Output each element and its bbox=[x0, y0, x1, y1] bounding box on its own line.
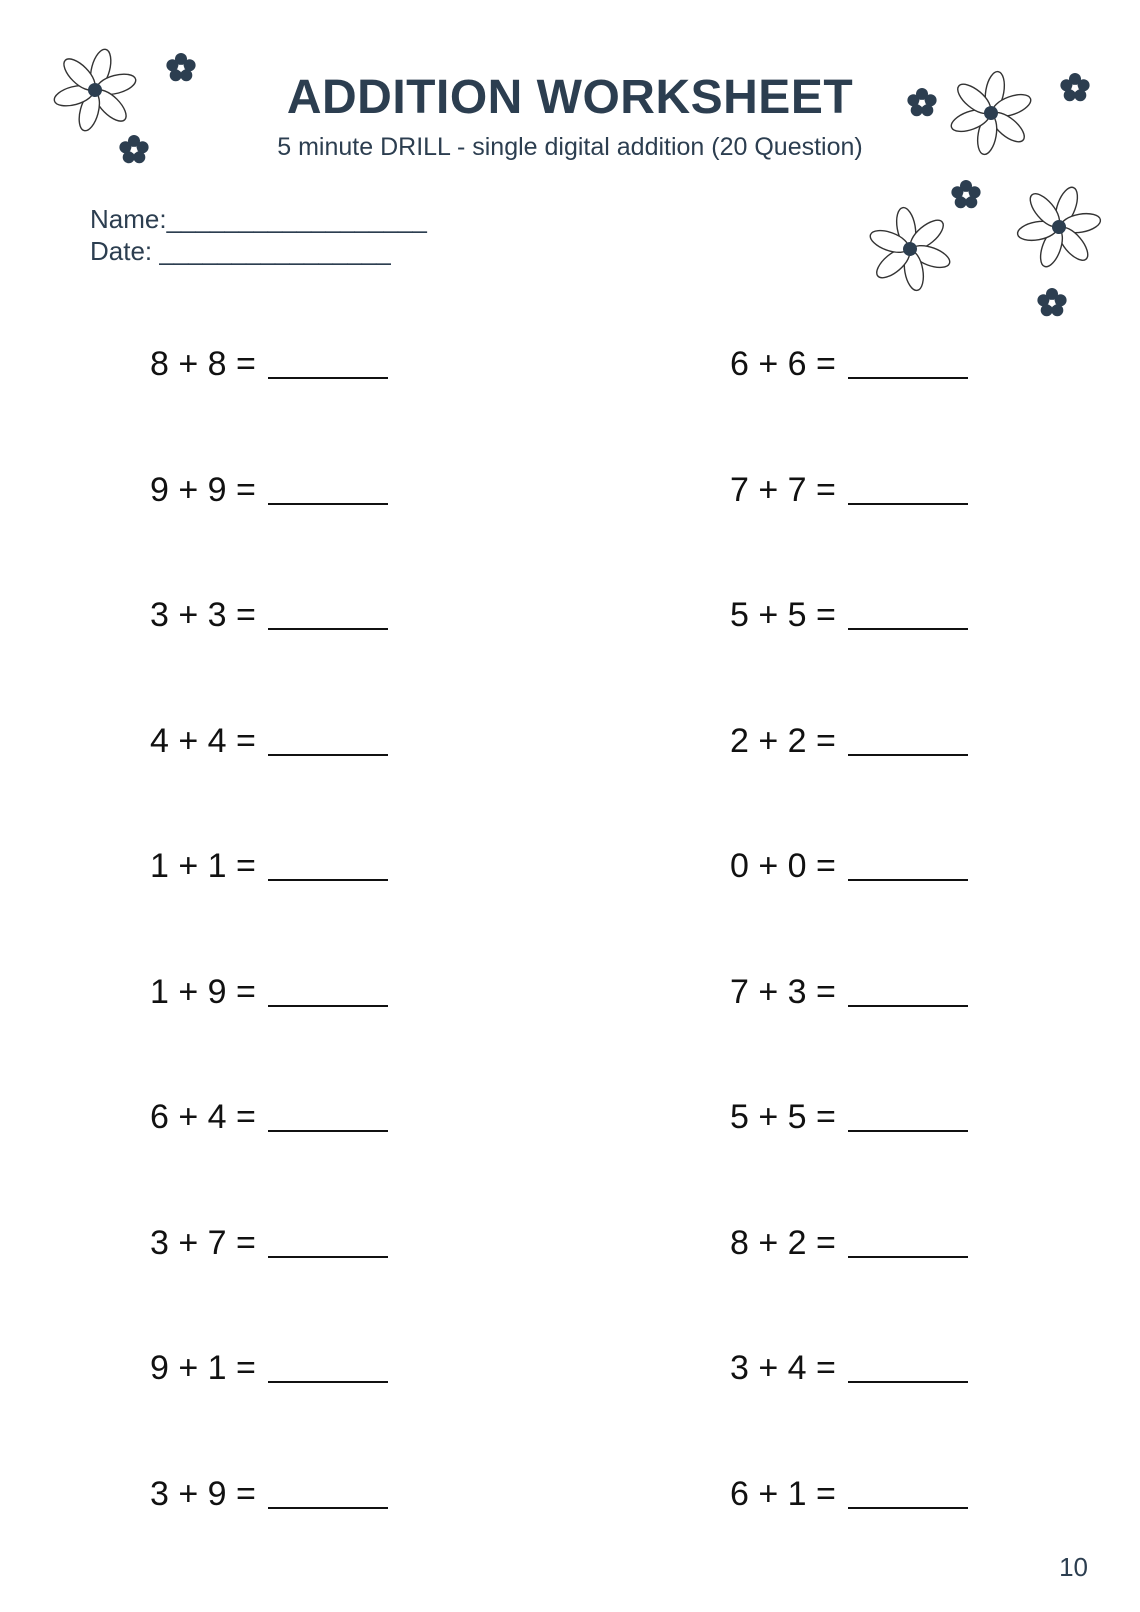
problem-item bbox=[150, 971, 388, 1011]
problem-item bbox=[730, 971, 968, 1011]
problem-equation: 3 + 3 = bbox=[150, 596, 256, 634]
answer-blank[interactable] bbox=[268, 1096, 388, 1132]
problem-item bbox=[730, 469, 968, 509]
problem-item bbox=[150, 1473, 388, 1513]
answer-blank[interactable] bbox=[268, 1222, 388, 1258]
problem-equation: 9 + 9 = bbox=[150, 470, 256, 509]
problem-equation: 7 + 7 = bbox=[730, 470, 836, 509]
answer-blank[interactable] bbox=[848, 594, 968, 630]
problem-item bbox=[730, 1473, 968, 1513]
answer-blank[interactable] bbox=[268, 720, 388, 756]
answer-blank[interactable] bbox=[848, 720, 968, 756]
problem-item bbox=[730, 845, 968, 885]
problem-item bbox=[730, 594, 968, 634]
worksheet-title: ADDITION WORKSHEET bbox=[286, 71, 854, 124]
answer-blank[interactable] bbox=[268, 971, 388, 1007]
worksheet-subtitle: 5 minute DRILL - single digital addition (20 Question) bbox=[277, 133, 863, 161]
date-field[interactable]: Date: ________________ bbox=[90, 236, 391, 266]
problem-equation: 5 + 5 = bbox=[730, 596, 836, 634]
problem-equation: 3 + 9 = bbox=[150, 1474, 256, 1513]
problem-item bbox=[730, 1222, 968, 1262]
answer-blank[interactable] bbox=[848, 971, 968, 1007]
problem-equation: 3 + 4 = bbox=[730, 1349, 836, 1387]
problem-item bbox=[730, 1347, 968, 1387]
problem-equation: 5 + 5 = bbox=[730, 1098, 836, 1136]
problem-item bbox=[150, 1096, 388, 1136]
answer-blank[interactable] bbox=[848, 1222, 968, 1258]
problem-item bbox=[730, 343, 968, 383]
answer-blank[interactable] bbox=[848, 1096, 968, 1132]
problem-equation: 4 + 4 = bbox=[150, 721, 256, 760]
problem-item bbox=[150, 1222, 388, 1262]
answer-blank[interactable] bbox=[268, 343, 388, 379]
problem-equation: 8 + 2 = bbox=[730, 1223, 836, 1262]
answer-blank[interactable] bbox=[268, 845, 388, 881]
problem-equation: 7 + 3 = bbox=[730, 972, 836, 1011]
answer-blank[interactable] bbox=[268, 1473, 388, 1509]
problem-item bbox=[150, 1347, 388, 1387]
name-field[interactable]: Name:__________________ bbox=[90, 204, 427, 234]
answer-blank[interactable] bbox=[848, 1347, 968, 1383]
problem-item bbox=[730, 1096, 968, 1136]
problem-item bbox=[150, 720, 388, 760]
answer-blank[interactable] bbox=[268, 594, 388, 630]
answer-blank[interactable] bbox=[848, 469, 968, 505]
answer-blank[interactable] bbox=[268, 469, 388, 505]
problem-equation: 1 + 1 = bbox=[150, 847, 256, 885]
problem-equation: 9 + 1 = bbox=[150, 1349, 256, 1387]
answer-blank[interactable] bbox=[848, 845, 968, 881]
problem-equation: 2 + 2 = bbox=[730, 721, 836, 760]
problem-item bbox=[150, 343, 388, 383]
problem-equation: 6 + 6 = bbox=[730, 345, 836, 383]
answer-blank[interactable] bbox=[848, 343, 968, 379]
problem-equation: 8 + 8 = bbox=[150, 345, 256, 383]
page-number: 10 bbox=[1059, 1552, 1088, 1582]
problem-equation: 0 + 0 = bbox=[730, 847, 836, 885]
problem-item bbox=[150, 845, 388, 885]
problem-equation: 6 + 1 = bbox=[730, 1474, 836, 1513]
problem-equation: 3 + 7 = bbox=[150, 1223, 256, 1262]
problem-item bbox=[730, 720, 968, 760]
problem-item bbox=[150, 469, 388, 509]
problem-item bbox=[150, 594, 388, 634]
answer-blank[interactable] bbox=[848, 1473, 968, 1509]
problem-equation: 1 + 9 = bbox=[150, 972, 256, 1011]
problem-equation: 6 + 4 = bbox=[150, 1098, 256, 1136]
answer-blank[interactable] bbox=[268, 1347, 388, 1383]
